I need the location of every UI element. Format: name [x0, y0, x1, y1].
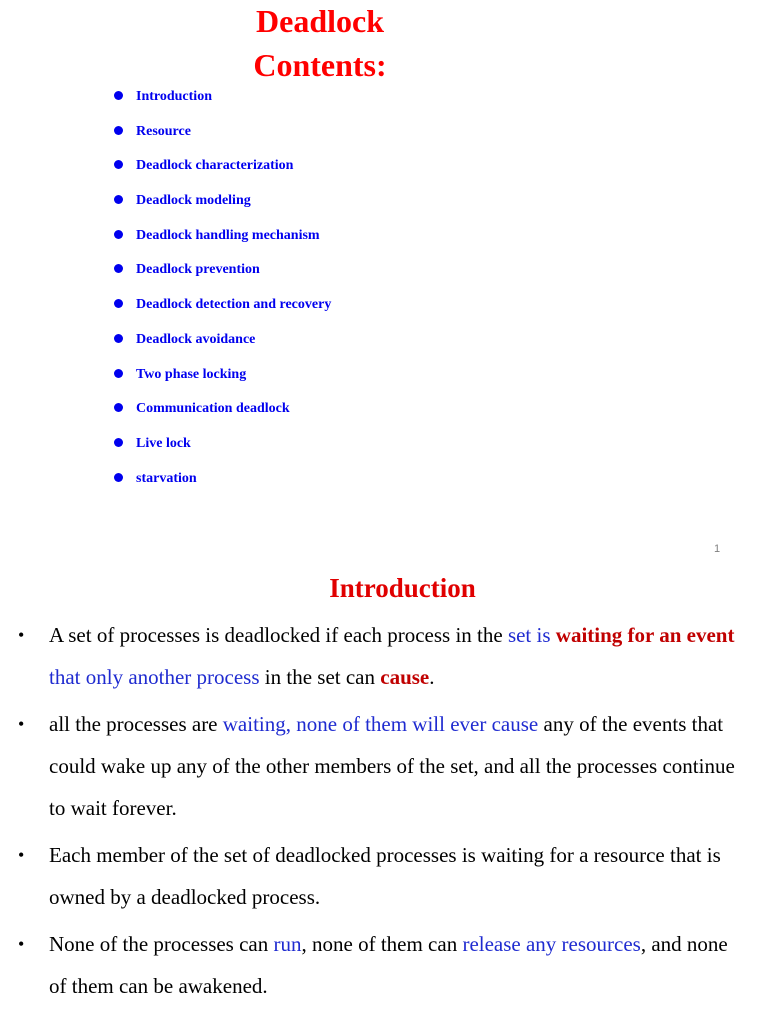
bullet-text: all the processes are	[49, 712, 223, 736]
bullet-item	[18, 614, 748, 698]
bullet-text-blue: waiting, none of them will ever cause	[222, 712, 539, 736]
title-line-deadlock: Deadlock	[256, 3, 384, 39]
bullet-dot-icon	[114, 334, 123, 343]
bullet-dot-icon	[114, 438, 123, 447]
bullet-dot-icon	[114, 195, 123, 204]
bullet-dot-icon	[114, 160, 123, 169]
contents-item-label: Deadlock detection and recovery	[136, 297, 332, 313]
bullet-icon: •	[18, 934, 25, 954]
contents-item-label: Deadlock characterization	[136, 158, 294, 174]
bullet-text-blue: run	[273, 932, 302, 956]
contents-item	[111, 188, 331, 223]
contents-item	[111, 119, 331, 154]
bullet-text: , and none of them can be awakened.	[49, 932, 728, 998]
bullet-item	[18, 703, 748, 829]
bullet-text-emphasis: waiting for an event	[555, 623, 735, 647]
bullet-text-blue: that only another process	[49, 665, 260, 689]
bullet-text: None of the processes can	[49, 932, 274, 956]
contents-item	[111, 84, 331, 119]
bullet-dot-icon	[114, 369, 123, 378]
contents-item	[111, 257, 331, 292]
bullet-icon: •	[18, 714, 25, 734]
bullet-icon: •	[18, 845, 25, 865]
contents-item-label: starvation	[136, 470, 197, 486]
bullet-item	[18, 834, 748, 918]
contents-item	[111, 153, 331, 188]
contents-item	[111, 396, 331, 431]
contents-item	[111, 362, 331, 397]
contents-item-label: Deadlock prevention	[136, 262, 260, 278]
contents-item	[111, 292, 331, 327]
bullet-dot-icon	[114, 126, 123, 135]
bullet-text-emphasis: cause	[380, 665, 430, 689]
contents-item-label: Deadlock avoidance	[136, 331, 256, 347]
contents-item-label: Deadlock handling mechanism	[136, 227, 320, 243]
contents-item	[111, 431, 331, 466]
bullet-text: in the set can	[259, 665, 381, 689]
bullet-dot-icon	[114, 264, 123, 273]
contents-item-label: Live lock	[136, 435, 191, 451]
contents-item-label: Deadlock modeling	[136, 193, 251, 209]
contents-item-label: Resource	[136, 123, 191, 139]
bullet-dot-icon	[114, 403, 123, 412]
contents-item	[111, 327, 331, 362]
bullet-text: Each member of the set of deadlocked processes is waiting for a resource that is owned by a deadlocked process.	[49, 843, 721, 909]
contents-item-label: Introduction	[136, 89, 212, 104]
page-number: 1	[714, 543, 721, 555]
contents-item	[111, 466, 331, 501]
section-title: Introduction	[329, 573, 476, 603]
bullet-dot-icon	[114, 91, 123, 100]
bullet-text: any of the events that could wake up any of the other members of the set, and all the processes continue to wait forever.	[49, 712, 735, 820]
bullet-text-blue: set is	[507, 623, 556, 647]
bullet-dot-icon	[114, 473, 123, 482]
bullet-item	[18, 923, 748, 1007]
bullet-text: , none of them can	[301, 932, 463, 956]
bullet-text: .	[429, 665, 435, 689]
contents-item	[111, 223, 331, 258]
bullet-icon: •	[18, 625, 25, 645]
slide-title	[0, 0, 640, 87]
bullet-list	[18, 614, 748, 1012]
contents-item-label: Two phase locking	[136, 366, 247, 382]
bullet-dot-icon	[114, 230, 123, 239]
contents-list	[111, 84, 331, 500]
bullet-dot-icon	[114, 299, 123, 308]
bullet-text-blue: release any resources	[462, 932, 641, 956]
bullet-text: A set of processes is deadlocked if each process in the	[49, 623, 508, 647]
contents-item-label: Communication deadlock	[136, 401, 290, 417]
title-line-contents: Contents:	[253, 47, 387, 83]
